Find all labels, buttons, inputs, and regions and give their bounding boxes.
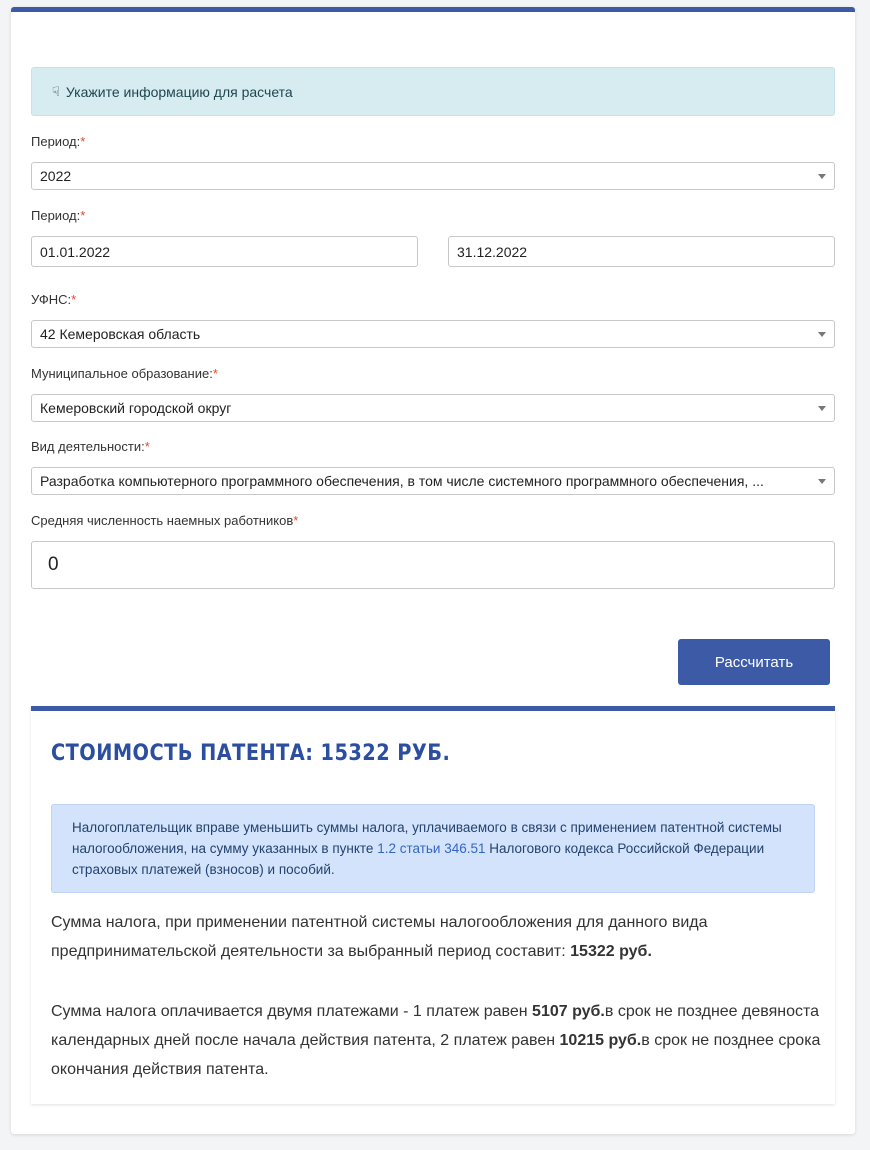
- calculate-button[interactable]: Рассчитать: [678, 639, 830, 685]
- hand-pointer-icon: ☟: [52, 83, 60, 99]
- result-panel: [31, 706, 835, 1104]
- required-mark: *: [80, 208, 86, 223]
- payments-paragraph: Сумма налога оплачивается двумя платежами - 1 платеж равен 5107 руб.в срок не позднее девяноста календарных дней после начала действия патента, 2 платеж равен 10215 руб.в срок не позднее срока окончания действия патента.: [51, 1003, 821, 1078]
- municipality-label: Муниципальное образование:*: [31, 366, 218, 381]
- info-banner-text: Укажите информацию для расчета: [65, 83, 293, 100]
- result-title: СТОИМОСТЬ ПАТЕНТА: 15322 РУБ.: [51, 741, 451, 766]
- period-year-label: Период:*: [31, 134, 86, 149]
- activity-select[interactable]: Разработка компьютерного программного обеспечения, в том числе системного программного обеспечения, ...: [31, 467, 835, 495]
- period-from-input[interactable]: 01.01.2022: [31, 236, 418, 267]
- tax-reduction-note: Налогоплательщик вправе уменьшить суммы налога, уплачиваемого в связи с применением патентной системы налогообложения, на сумму указанных в пункте 1.2 статьи 346.51 Налогового кодекса Российской Федерации страховых платежей (взносов) и пособий.: [51, 804, 815, 893]
- chevron-down-icon: [818, 479, 826, 484]
- employees-label: Средняя численность наемных работников*: [31, 513, 299, 528]
- required-mark: *: [80, 134, 86, 149]
- required-mark: *: [212, 366, 218, 381]
- employees-input[interactable]: 0: [31, 541, 835, 589]
- activity-label: Вид деятельности:*: [31, 439, 150, 454]
- ufns-select[interactable]: 42 Кемеровская область: [31, 320, 835, 348]
- tax-code-link[interactable]: 1.2 статьи 346.51: [377, 841, 486, 856]
- period-to-input[interactable]: 31.12.2022: [448, 236, 835, 267]
- payment-1-amount: 5107 руб.: [532, 1003, 605, 1020]
- payment-2-amount: 10215 руб.: [559, 1032, 642, 1049]
- chevron-down-icon: [818, 174, 826, 179]
- required-mark: *: [71, 292, 77, 307]
- municipality-select[interactable]: Кемеровский городской округ: [31, 394, 835, 422]
- period-year-select[interactable]: 2022: [31, 162, 835, 190]
- period-range-label: Период:*: [31, 208, 86, 223]
- chevron-down-icon: [818, 332, 826, 337]
- tax-sum-paragraph: Сумма налога, при применении патентной системы налогообложения для данного вида предпринимательской деятельности за выбранный период составит: 15322 руб.: [51, 914, 708, 960]
- chevron-down-icon: [818, 406, 826, 411]
- tax-sum-amount: 15322 руб.: [570, 943, 652, 960]
- required-mark: *: [293, 513, 299, 528]
- info-banner: [31, 67, 835, 116]
- required-mark: *: [144, 439, 150, 454]
- calculator-card: [11, 7, 855, 1134]
- ufns-label: УФНС:*: [31, 292, 77, 307]
